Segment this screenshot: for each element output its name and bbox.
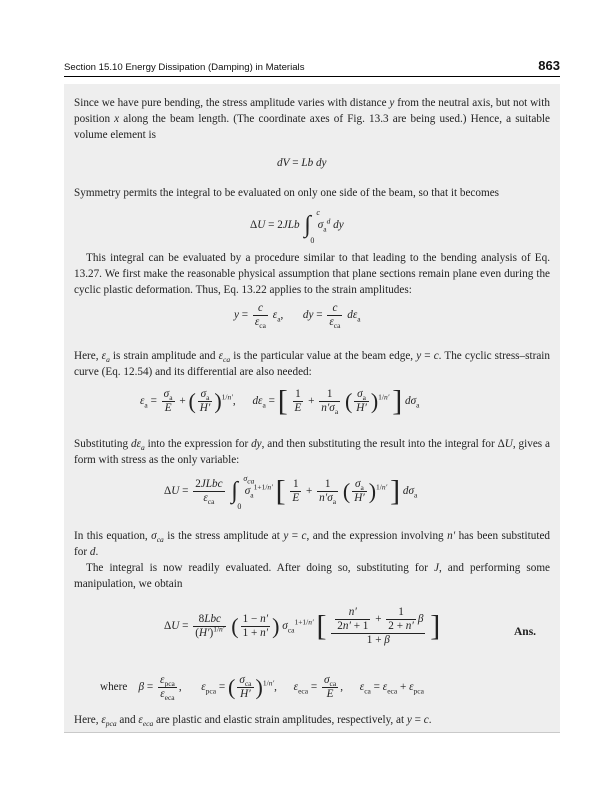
equation-strain-amplitudes: y = $\frac{c}{\varepsilon_{ca}}$ $\varepsilon_a$, dy = $\frac{c}{\varepsilon_{ca}}$ $d\varepsilon_a$ (234, 302, 361, 331)
integral-sign: ∫ c 0 (304, 208, 320, 245)
header-rule (64, 76, 560, 77)
paragraph-5: Substituting $d\varepsilon_a$ into the expression for dy, and then substituting the result into the integral for ΔU, gives a form with stress as the only variable: (74, 438, 550, 466)
paragraph-1: Since we have pure bending, the stress amplitude varies with distance y from the neutral axis, but not with position x along the beam length. (The coordinate axes of Fig. 13.3 are being used.) Hence, a suitable volume element is (74, 97, 550, 141)
equation-cyclic-curve: $\varepsilon_a$ = $\frac{\sigma_a}{E}$ + ( $\frac{\sigma_a}{H'}$ )$^{1/n'}$, $d\varepsilon_a$ = [ $\frac{1}{E}$ + $\frac{1}{n'\sigma_a}$ ( $\frac{\sigma_a}{H'}$ )$^{1/n'}$ ] $d\sigma_a$ (140, 384, 420, 418)
where-label: where (100, 681, 128, 694)
answer-label: Ans. (514, 626, 537, 638)
paragraph-7: The integral is now readily evaluated. After doing so, substituting for J, and performing some manipulation, we obtain (74, 562, 550, 590)
section-title: Section 15.10 Energy Dissipation (Damping) in Materials (64, 62, 305, 73)
paragraph-2: Symmetry permits the integral to be evaluated on only one side of the beam, so that it becomes (74, 187, 500, 199)
paragraph-6: In this equation, $\sigma_{ca}$ is the stress amplitude at y = c, and the expression involving n′ has been substituted for d. (74, 530, 551, 558)
equation-energy-integral: ΔU = 2JLb ∫ c 0 $\sigma_a^d$ dy (250, 208, 344, 245)
equation-volume-element: dV = Lb dy (277, 157, 327, 169)
running-head (64, 58, 560, 78)
paragraph-3: This integral can be evaluated by a procedure similar to that leading to the bending analysis of Eq. 13.27. We first make the reasonable physical assumption that plane sections remain plane even during the cyclic plastic deformation. Thus, Eq. 13.22 applies to the strain amplitudes: (74, 252, 550, 296)
equation-final-result: ΔU = $\frac{\text{8Lbc}}{(H')^{1/n'}}$ ( $\frac{1 - n'}{1 + n'}$ ) $\sigma_{ca}^{1+1/n'}$ [ $\frac{n'}{2n' + 1}$ + $\frac{1}{2 + n'}$ β 1 + β ] (164, 606, 441, 646)
integral-sign-stress: ∫ $\sigma_{ca}$ 0 (231, 474, 255, 511)
paragraph-4: Here, $\varepsilon_a$ is strain amplitude and $\varepsilon_{ca}$ is the particular value at the beam edge, y = c. The cyclic stress–strain curve (Eq. 12.54) and its differential are also needed: (74, 350, 550, 378)
page-number: 863 (538, 58, 560, 73)
equation-definitions: where β = $\frac{\varepsilon_{pca}}{\varepsilon_{eca}}$ , $\varepsilon_{pca}$ = ( $\frac{\sigma_{ca}}{H'}$ )$^{1/n'}$, $\varepsilon_{eca}$ = $\frac{\sigma_{ca}}{E}$ , $\varepsilon_{ca} = \varepsilon_{eca} + \varepsilon_{pca}$ (100, 674, 424, 703)
paragraph-8: Here, $\varepsilon_{pca}$ and $\varepsilon_{eca}$ are plastic and elastic strain amplitudes, respectively, at y = c. (74, 714, 432, 729)
equation-stress-integral: ΔU = $\frac{\text{2JLbc}}{\varepsilon_{ca}}$ ∫ $\sigma_{ca}$ 0 $\sigma_a^{1+1/n'}$ [ $\frac{1}{E}$ + $\frac{1}{n'\sigma_a}$ ( $\frac{\sigma_a}{H'}$ )$^{1/n'}$ ] $d\sigma_a$ (164, 474, 418, 511)
